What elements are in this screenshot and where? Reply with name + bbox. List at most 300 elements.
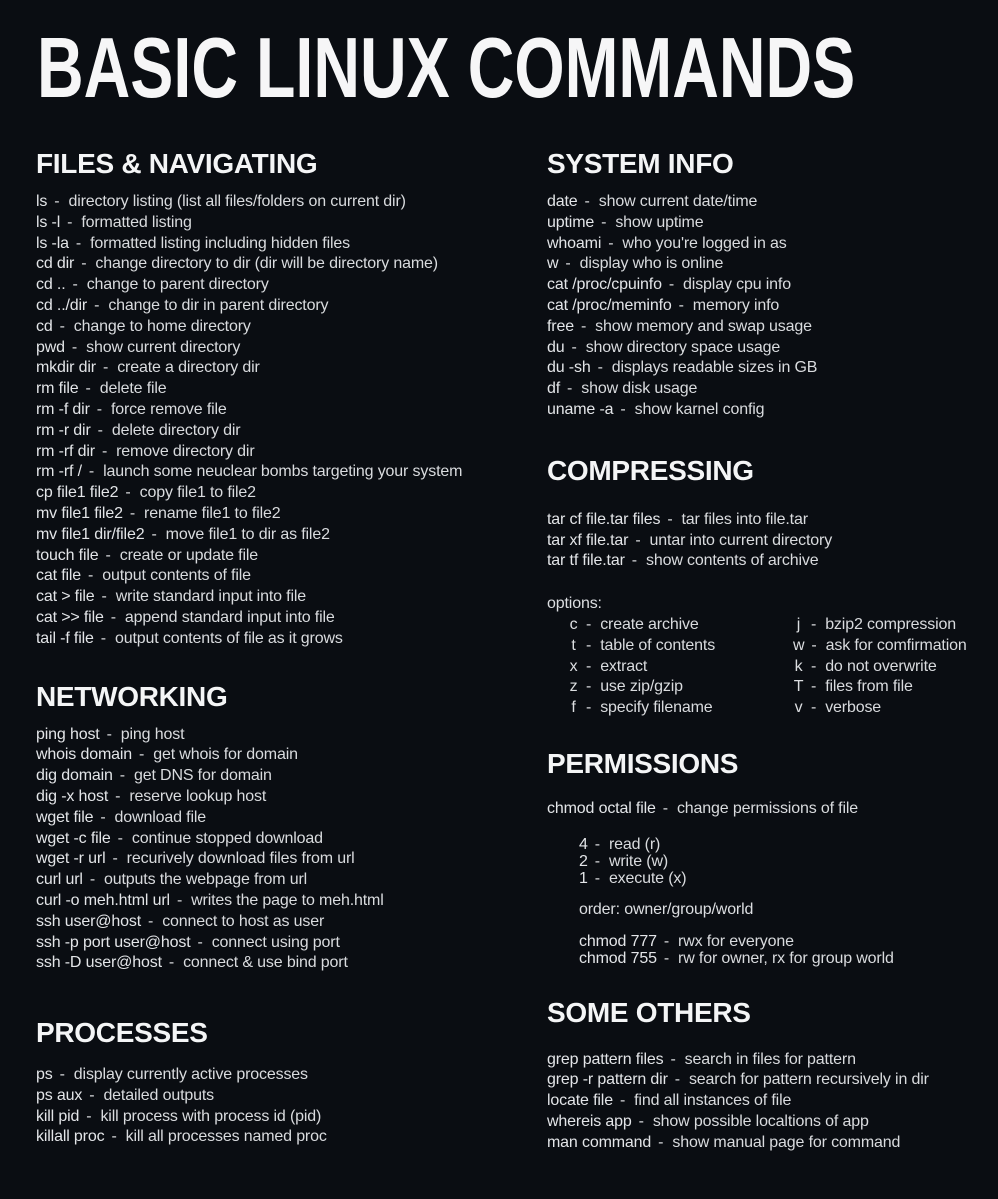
command-text: curl -o meh.html url — [36, 891, 170, 909]
command-text: 4 — [579, 835, 588, 853]
dash-separator: - — [97, 421, 103, 439]
dash-separator: - — [674, 1071, 680, 1089]
command-description: search in files for pattern — [684, 1050, 856, 1068]
tar-options-left-column — [568, 615, 793, 719]
command-text: ls -la — [36, 234, 69, 252]
command-text: pwd — [36, 338, 65, 356]
dash-separator: - — [662, 799, 668, 817]
dash-separator: - — [586, 657, 592, 675]
command-entry — [547, 551, 998, 572]
command-description: directory listing (list all files/folders on current dir) — [68, 193, 406, 210]
command-entry — [36, 766, 522, 787]
command-entry — [579, 950, 998, 967]
command-description: connect & use bind port — [183, 954, 348, 972]
command-description: display who is online — [579, 255, 724, 273]
command-entry — [36, 358, 522, 379]
left-column — [36, 149, 522, 1148]
command-text: ls — [36, 193, 48, 210]
command-description: rwx for everyone — [678, 933, 794, 951]
command-description: formatted listing — [81, 213, 192, 231]
option-flag: z — [569, 678, 578, 696]
dash-separator: - — [619, 1092, 626, 1110]
section-processes — [36, 1018, 522, 1148]
dash-separator: - — [106, 725, 112, 743]
command-description: change permissions of file — [676, 799, 859, 817]
command-text: rm -rf / — [36, 463, 82, 481]
block-label: options: — [547, 595, 602, 613]
command-text: rm -rf dir — [36, 442, 95, 460]
dash-separator: - — [638, 1112, 644, 1130]
dash-separator: - — [59, 1066, 65, 1084]
command-list — [36, 725, 522, 975]
command-entry — [547, 296, 998, 317]
command-entry — [36, 1065, 522, 1086]
command-description: delete file — [99, 380, 167, 398]
dash-separator: - — [151, 525, 157, 543]
dash-separator: - — [586, 615, 592, 633]
command-description: write (w) — [608, 852, 669, 870]
dash-separator: - — [86, 1107, 92, 1125]
dash-separator: - — [176, 891, 183, 909]
command-description: force remove file — [110, 400, 227, 418]
command-description: connect to host as user — [162, 912, 325, 930]
tar-option-entry — [793, 636, 998, 657]
dash-separator: - — [101, 442, 108, 460]
right-column — [547, 149, 998, 1154]
command-description: change directory to dir (dir will be directory name) — [95, 255, 438, 273]
command-entry — [36, 953, 522, 974]
command-entry — [36, 338, 522, 359]
option-description: bzip2 compression — [825, 615, 957, 633]
dash-separator: - — [139, 746, 145, 764]
command-entry — [547, 338, 998, 359]
option-flag: j — [796, 615, 801, 633]
dash-separator: - — [105, 546, 111, 564]
command-description: get DNS for domain — [133, 767, 272, 785]
command-entry — [36, 546, 522, 567]
command-entry — [36, 891, 522, 912]
dash-separator: - — [811, 657, 817, 675]
dash-separator: - — [668, 276, 675, 294]
section-heading: FILES & NAVIGATING — [36, 148, 318, 179]
command-text: ping host — [36, 725, 100, 743]
command-text: cp file1 file2 — [36, 484, 119, 502]
command-text: chmod 777 — [579, 933, 657, 951]
command-text: mkdir dir — [36, 359, 96, 377]
section-some-others — [547, 998, 998, 1154]
command-text: rm file — [36, 380, 79, 398]
option-description: ask for comfirmation — [825, 636, 967, 654]
command-list-tight — [579, 836, 998, 888]
command-description: ping host — [120, 725, 185, 743]
dash-separator: - — [811, 699, 817, 717]
option-flag: T — [793, 678, 804, 696]
command-description: show disk usage — [581, 380, 698, 398]
command-text: tar tf file.tar — [547, 552, 625, 570]
dash-separator: - — [631, 552, 637, 570]
command-entry — [36, 745, 522, 766]
command-entry — [36, 275, 522, 296]
command-description: show uptime — [615, 213, 704, 231]
tar-options-grid — [568, 615, 998, 719]
command-description: create or update file — [119, 546, 259, 564]
command-description: display currently active processes — [73, 1066, 308, 1084]
dash-separator: - — [112, 850, 118, 868]
page-title: BASIC LINUX COMMANDS — [37, 21, 856, 116]
command-text: whereis app — [547, 1112, 632, 1130]
command-description: outputs the webpage from url — [104, 871, 308, 889]
command-text: cat >> file — [36, 608, 104, 626]
dash-separator: - — [584, 193, 590, 210]
command-description: change to parent directory — [86, 276, 269, 294]
command-description: output contents of file — [102, 567, 251, 585]
command-text: man command — [547, 1133, 652, 1151]
command-entry — [36, 912, 522, 933]
section-heading: PERMISSIONS — [547, 747, 739, 779]
command-text: ssh -D user@host — [36, 954, 162, 972]
option-flag: x — [569, 657, 578, 675]
command-entry — [36, 1107, 522, 1128]
dash-separator: - — [85, 380, 91, 398]
dash-separator: - — [811, 615, 817, 633]
dash-separator: - — [117, 829, 123, 847]
command-description: move file1 to dir as file2 — [165, 525, 330, 543]
dash-separator: - — [67, 213, 73, 231]
dash-separator: - — [658, 1133, 664, 1151]
command-entry — [579, 853, 998, 870]
command-description: kill process with process id (pid) — [100, 1107, 322, 1125]
section-permissions — [547, 749, 998, 968]
dash-separator: - — [54, 193, 60, 210]
command-entry — [36, 829, 522, 850]
command-entry — [36, 808, 522, 829]
dash-separator: - — [100, 808, 106, 826]
dash-separator: - — [667, 510, 673, 528]
command-text: ssh -p port user@host — [36, 933, 191, 951]
command-entry — [36, 504, 522, 525]
dash-separator: - — [88, 567, 94, 585]
command-text: df — [547, 380, 561, 398]
command-entry — [36, 442, 522, 463]
command-text: rm -r dir — [36, 421, 91, 439]
command-list — [547, 510, 998, 572]
command-description: launch some neuclear bombs targeting your system — [103, 463, 463, 481]
command-description: write standard input into file — [115, 588, 307, 606]
command-text: wget file — [36, 808, 94, 826]
dash-separator: - — [111, 1128, 117, 1146]
command-description: show karnel config — [634, 400, 765, 418]
command-text: tar cf file.tar files — [547, 510, 661, 528]
command-text: touch file — [36, 546, 99, 564]
command-entry — [547, 531, 998, 552]
dash-separator: - — [663, 933, 670, 951]
tar-option-entry — [568, 636, 793, 657]
command-description: kill all processes named proc — [125, 1128, 327, 1146]
command-text: whois domain — [36, 746, 133, 764]
command-description: append standard input into file — [124, 608, 335, 626]
command-entry — [36, 525, 522, 546]
dash-separator: - — [580, 317, 587, 335]
command-description: get whois for domain — [153, 746, 298, 764]
command-entry — [36, 379, 522, 400]
dash-separator: - — [125, 484, 131, 502]
section-networking — [36, 682, 522, 975]
command-entry — [36, 629, 522, 650]
command-entry — [579, 870, 998, 887]
command-entry — [36, 234, 522, 255]
dash-separator: - — [571, 338, 577, 356]
command-text: mv file1 dir/file2 — [36, 525, 145, 543]
dash-separator: - — [71, 338, 78, 356]
command-text: du -sh — [547, 359, 591, 377]
command-description: rename file1 to file2 — [144, 504, 281, 522]
tar-option-entry — [568, 615, 793, 636]
command-description: copy file1 to file2 — [139, 484, 256, 502]
command-description: formatted listing including hidden files — [90, 234, 351, 252]
command-text: ssh user@host — [36, 912, 142, 930]
command-description: writes the page to meh.html — [191, 891, 384, 909]
command-description: delete directory dir — [111, 421, 241, 439]
command-description: show possible localtions of app — [652, 1112, 869, 1130]
command-entry — [36, 296, 522, 317]
dash-separator: - — [75, 234, 82, 252]
command-description: output contents of file as it grows — [114, 629, 343, 647]
dash-separator: - — [103, 359, 109, 377]
command-entry — [547, 799, 998, 820]
command-text: date — [547, 193, 578, 210]
dash-separator: - — [115, 787, 121, 805]
dash-separator: - — [608, 234, 614, 252]
tar-option-entry — [793, 677, 998, 698]
command-text: cat > file — [36, 588, 95, 606]
command-text: wget -c file — [36, 829, 111, 847]
command-entry — [36, 725, 522, 746]
tar-option-entry — [568, 698, 793, 719]
command-entry — [547, 192, 998, 213]
command-text: cat file — [36, 567, 82, 585]
command-description: displays readable sizes in GB — [611, 359, 818, 377]
command-entry — [547, 1070, 998, 1091]
command-text: whoami — [547, 234, 602, 252]
command-text: wget -r url — [36, 850, 106, 868]
command-entry — [36, 192, 522, 213]
option-description: extract — [600, 657, 648, 675]
command-description: recurively download files from url — [126, 850, 355, 868]
section-system-info — [547, 149, 998, 421]
section-heading: COMPRESSING — [547, 454, 754, 486]
dash-separator: - — [565, 255, 571, 273]
dash-separator: - — [670, 1050, 676, 1068]
command-text: w — [547, 255, 559, 273]
dash-separator: - — [567, 380, 573, 398]
dash-separator: - — [594, 870, 600, 888]
command-description: display cpu info — [683, 276, 791, 294]
option-flag: f — [571, 699, 576, 717]
command-description: detailed outputs — [103, 1086, 215, 1104]
dash-separator: - — [811, 636, 817, 654]
command-text: tail -f file — [36, 629, 94, 647]
command-entry — [547, 275, 998, 296]
command-entry — [36, 421, 522, 442]
dash-separator: - — [110, 608, 116, 626]
command-entry — [36, 1127, 522, 1148]
command-entry — [36, 317, 522, 338]
option-flag: c — [569, 615, 578, 633]
command-text: 1 — [579, 870, 588, 888]
command-text: ps aux — [36, 1086, 83, 1104]
command-description: untar into current directory — [649, 531, 833, 549]
option-description: create archive — [600, 615, 699, 633]
option-description: verbose — [825, 699, 882, 717]
command-description: change to dir in parent directory — [108, 296, 329, 314]
command-entry — [547, 379, 998, 400]
command-text: cd dir — [36, 255, 75, 273]
command-description: create a directory dir — [117, 359, 260, 377]
command-entry — [547, 510, 998, 531]
dash-separator: - — [96, 400, 102, 418]
option-flag: k — [794, 657, 803, 675]
command-entry — [547, 1112, 998, 1133]
block-label: order: owner/group/world — [579, 901, 754, 919]
command-description: connect using port — [211, 933, 340, 951]
command-list — [36, 192, 522, 650]
dash-separator: - — [101, 588, 107, 606]
option-description: do not overwrite — [825, 657, 937, 675]
section-compressing — [547, 456, 998, 719]
command-text: uptime — [547, 213, 595, 231]
command-list-tight — [579, 933, 998, 967]
command-entry — [547, 400, 998, 421]
dash-separator: - — [586, 678, 592, 696]
dash-separator: - — [100, 629, 106, 647]
command-description: change to home directory — [73, 317, 251, 335]
command-list — [36, 1065, 522, 1148]
tar-option-entry — [793, 657, 998, 678]
dash-separator: - — [88, 463, 95, 481]
option-description: specify filename — [600, 699, 713, 717]
command-description: show memory and swap usage — [595, 317, 812, 335]
command-description: reserve lookup host — [129, 787, 267, 805]
command-entry — [36, 566, 522, 587]
command-description: download file — [114, 808, 206, 826]
section-heading: NETWORKING — [36, 680, 228, 712]
dash-separator: - — [168, 954, 175, 972]
command-description: continue stopped download — [131, 829, 323, 847]
command-list — [547, 192, 998, 421]
command-text: mv file1 file2 — [36, 504, 123, 522]
command-entry — [36, 400, 522, 421]
command-list — [547, 799, 998, 820]
option-flag: t — [571, 636, 576, 654]
command-text: tar xf file.tar — [547, 531, 629, 549]
tar-option-entry — [568, 657, 793, 678]
command-text: cat /proc/meminfo — [547, 296, 672, 314]
command-text: killall proc — [36, 1128, 105, 1146]
tar-option-entry — [793, 698, 998, 719]
dash-separator: - — [678, 296, 684, 314]
section-heading: SYSTEM INFO — [547, 148, 734, 179]
command-text: grep -r pattern dir — [547, 1071, 668, 1089]
dash-separator: - — [586, 636, 592, 654]
section-heading: PROCESSES — [36, 1017, 208, 1049]
command-entry — [579, 836, 998, 853]
command-text: cd — [36, 317, 53, 335]
command-description: execute (x) — [608, 870, 687, 888]
command-entry — [547, 1133, 998, 1154]
command-text: ls -l — [36, 213, 61, 231]
command-text: curl url — [36, 871, 83, 889]
command-text: cat /proc/cpuinfo — [547, 276, 662, 294]
dash-separator: - — [59, 317, 65, 335]
dash-separator: - — [811, 678, 817, 696]
command-text: grep pattern files — [547, 1050, 664, 1068]
dash-separator: - — [197, 933, 203, 951]
command-entry — [547, 213, 998, 234]
command-entry — [36, 608, 522, 629]
command-description: who you're logged in as — [622, 234, 787, 252]
command-text: cd ../dir — [36, 296, 88, 314]
dash-separator: - — [148, 912, 154, 930]
dash-separator: - — [89, 871, 95, 889]
command-entry — [36, 254, 522, 275]
command-description: read (r) — [608, 835, 661, 853]
command-entry — [36, 870, 522, 891]
dash-separator: - — [72, 276, 78, 294]
command-entry — [36, 462, 522, 483]
dash-separator: - — [94, 296, 100, 314]
dash-separator: - — [601, 213, 607, 231]
command-entry — [579, 933, 998, 950]
command-entry — [547, 234, 998, 255]
tar-option-entry — [568, 677, 793, 698]
dash-separator: - — [594, 852, 600, 870]
command-list — [547, 1050, 998, 1154]
command-entry — [547, 1091, 998, 1112]
dash-separator: - — [594, 835, 600, 853]
command-description: show manual page for command — [672, 1133, 901, 1151]
command-text: rm -f dir — [36, 400, 90, 418]
command-text: du — [547, 338, 565, 356]
command-text: dig domain — [36, 767, 113, 785]
tar-options-right-column — [793, 615, 998, 719]
command-entry — [36, 1086, 522, 1107]
dash-separator: - — [119, 767, 125, 785]
command-text: 2 — [579, 852, 588, 870]
command-entry — [36, 587, 522, 608]
command-description: show directory space usage — [585, 338, 781, 356]
command-entry — [547, 1050, 998, 1071]
section-heading: SOME OTHERS — [547, 996, 751, 1028]
command-text: chmod octal file — [547, 799, 656, 817]
command-text: dig -x host — [36, 787, 109, 805]
tar-option-entry — [793, 615, 998, 636]
option-description: use zip/gzip — [600, 678, 683, 696]
command-description: show contents of archive — [645, 552, 819, 570]
dash-separator: - — [597, 359, 603, 377]
command-text: ps — [36, 1066, 53, 1084]
command-text: kill pid — [36, 1107, 80, 1125]
dash-separator: - — [663, 950, 670, 968]
section-files-navigating — [36, 149, 522, 650]
command-entry — [547, 358, 998, 379]
command-text: cd .. — [36, 276, 66, 294]
command-entry — [36, 933, 522, 954]
dash-separator: - — [129, 504, 136, 522]
command-description: remove directory dir — [116, 442, 255, 460]
dash-separator: - — [620, 400, 626, 418]
command-entry — [36, 787, 522, 808]
option-flag: v — [794, 699, 803, 717]
